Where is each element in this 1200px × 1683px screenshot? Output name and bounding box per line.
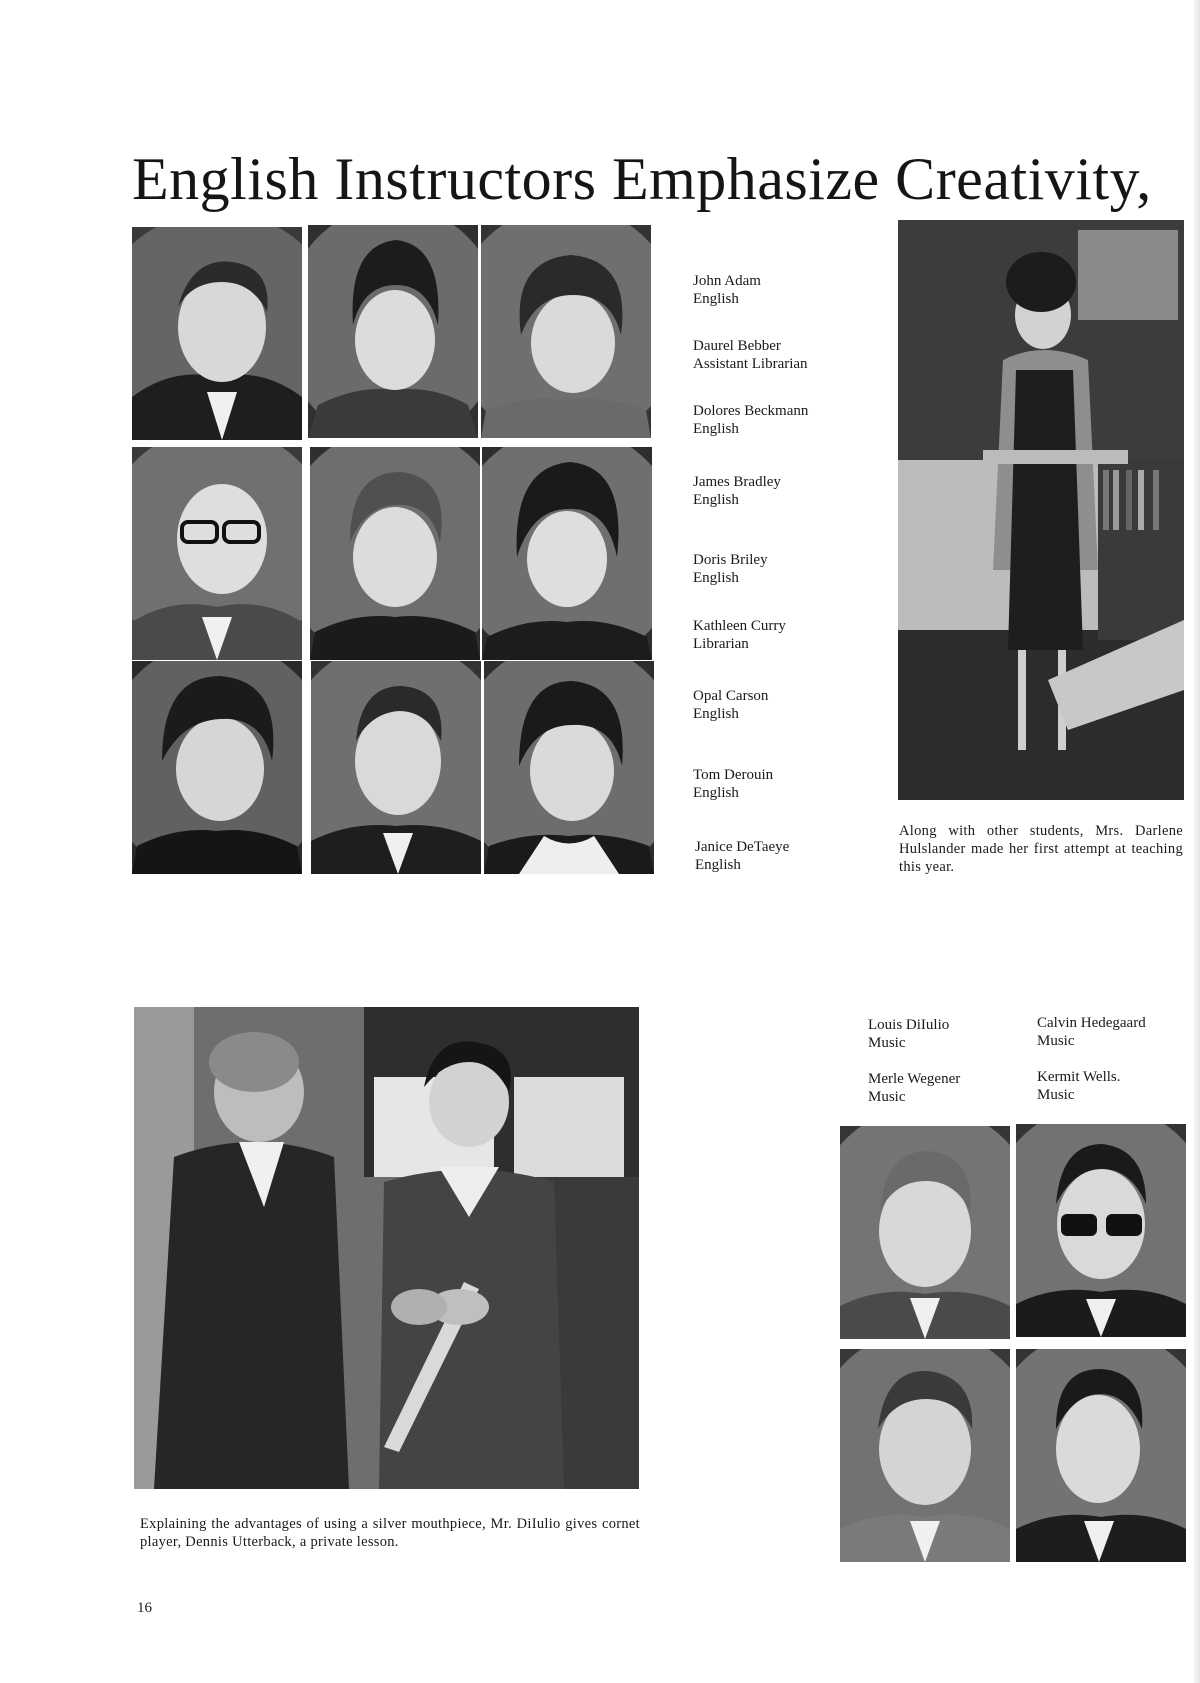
staff-dept: Assistant Librarian [693,356,808,372]
teacher-photo-caption: Along with other students, Mrs. Darlene Hulslander made her first attempt at teaching this year. [899,823,1183,875]
staff-entry [693,473,781,509]
staff-entry [693,272,761,308]
teacher-candid-photo [898,220,1184,800]
staff-entry [693,766,773,802]
staff-name: Daurel Bebber [693,338,781,354]
staff-entry [868,1016,949,1052]
staff-name: Tom Derouin [693,767,774,783]
staff-dept: English [693,785,739,801]
portrait-opal-carson [132,661,302,874]
staff-entry [693,617,786,653]
portrait-dolores-beckmann [481,225,651,438]
staff-dept: Music [1037,1087,1075,1103]
staff-dept: Music [1037,1033,1075,1049]
portrait-janice-detaeye [484,661,654,874]
staff-dept: English [693,706,739,722]
staff-entry [693,337,808,373]
staff-dept: English [693,570,739,586]
staff-name: Kathleen Curry [693,618,786,634]
portrait-merle-wegener [840,1349,1010,1562]
staff-entry [695,838,789,874]
staff-dept: English [693,291,739,307]
staff-dept: Librarian [693,636,749,652]
staff-dept: Music [868,1035,906,1051]
portrait-tom-derouin [311,661,481,874]
staff-dept: English [693,421,739,437]
page-edge [1194,0,1200,1683]
staff-entry [693,687,768,723]
staff-dept: Music [868,1089,906,1105]
staff-name: James Bradley [693,474,781,490]
staff-entry [868,1070,960,1106]
staff-dept: English [695,857,741,873]
music-lesson-caption: Explaining the advantages of using a silver mouthpiece, Mr. DiIulio gives cornet player, Dennis Utterback, a private lesson. [140,1516,640,1550]
portrait-james-bradley [132,447,302,660]
staff-name: Doris Briley [693,552,768,568]
staff-entry [1037,1068,1121,1104]
portrait-calvin-hedegaard [1016,1124,1186,1337]
page-number: 16 [137,1600,152,1616]
staff-name: Kermit Wells. [1037,1069,1121,1085]
staff-entry [1037,1014,1146,1050]
staff-name: Calvin Hedegaard [1037,1015,1146,1031]
portrait-daurel-bebber [308,225,478,438]
music-lesson-photo [134,1007,639,1489]
staff-name: John Adam [693,273,761,289]
staff-entry [693,402,808,438]
staff-dept: English [693,492,739,508]
staff-entry [693,551,768,587]
page-title: English Instructors Emphasize Creativity, [132,146,1152,213]
portrait-kermit-wells [1016,1349,1186,1562]
portrait-john-adam [132,227,302,440]
portrait-louis-diiulio [840,1126,1010,1339]
staff-name: Louis DiIulio [868,1017,950,1033]
portrait-doris-briley [310,447,480,660]
staff-name: Janice DeTaeye [695,839,790,855]
staff-name: Merle Wegener [868,1071,961,1087]
staff-name: Opal Carson [693,688,769,704]
staff-name: Dolores Beckmann [693,403,809,419]
portrait-kathleen-curry [482,447,652,660]
